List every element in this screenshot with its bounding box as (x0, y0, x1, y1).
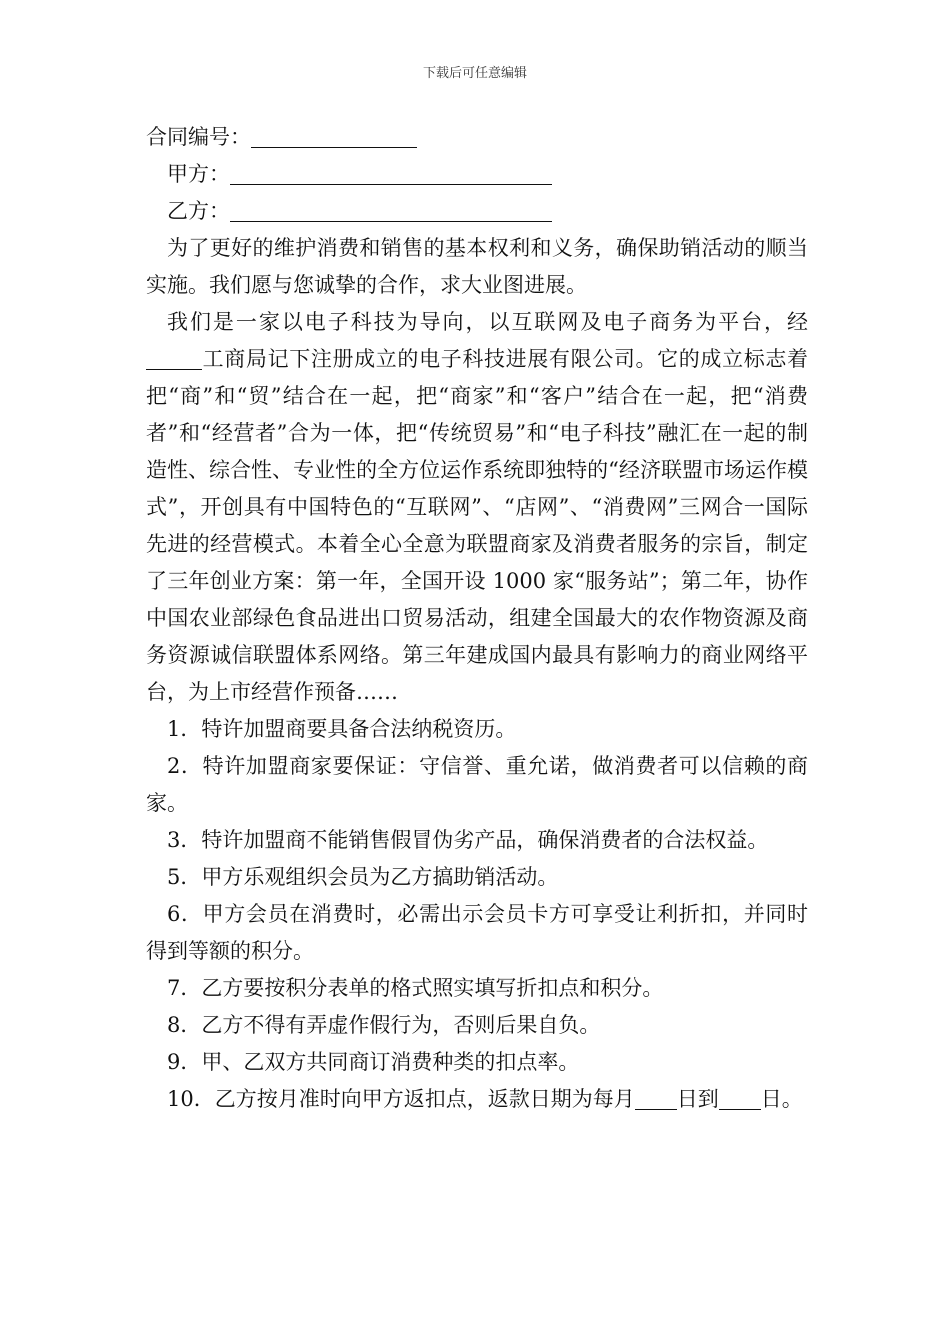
party-b-label: 乙方： (167, 199, 230, 223)
company-paragraph (146, 304, 808, 711)
clause-item: 6．甲方会员在消费时，必需出示会员卡方可享受让利折扣，并同时得到等额的积分。 (146, 902, 808, 963)
party-b-blank[interactable] (230, 197, 552, 222)
company-paragraph-start: 我们是一家以电子科技为导向，以互联网及电子商务为平台，经 (167, 310, 808, 334)
clause-item: 3．特许加盟商不能销售假冒伪劣产品，确保消费者的合法权益。 (167, 828, 769, 852)
clause-item: 2．特许加盟商家要保证：守信誉、重允诺，做消费者可以信赖的商家。 (146, 754, 808, 815)
clause-item: 1．特许加盟商要具备合法纳税资历。 (167, 717, 517, 741)
clause-10-end: 日。 (760, 1087, 803, 1111)
clause-item: 9．甲、乙双方共同商订消费种类的扣点率。 (167, 1050, 580, 1074)
clause-10-start: 10．乙方按月准时向甲方返扣点，返款日期为每月 (167, 1087, 635, 1111)
clause-item: 8．乙方不得有弄虚作假行为，否则后果自负。 (167, 1013, 601, 1037)
clause-item: 7．乙方要按积分表单的格式照实填写折扣点和积分。 (167, 976, 664, 1000)
company-paragraph-rest: 工商局记下注册成立的电子科技进展有限公司。它的成立标志着把“商”和“贸”结合在一起，把“商家”和“客户”结合在一起，把“消费者”和“经营者”合为一体，把“传统贸易”和“电子科技”融汇在一起的制造性、综合性、专业性的全方位运作系统即独特的“经济联盟市场运作模式”，开创具有中国特色的“互联网”、“店网”、“消费网”三网合一国际先进的经营模式。本着全心全意为联盟商家及消费者服务的宗旨，制定了三年创业方案：第一年，全国开设 1000 家“服务站”；第二年，协作中国农业部绿色食品进出口贸易活动，组建全国最大的农作物资源及商务资源诚信联盟体系网络。第三年建成国内最具有影响力的商业网络平台，为上市经营作预备…… (146, 347, 808, 704)
party-b-line (146, 193, 808, 230)
intro-paragraph: 为了更好的维护消费和销售的基本权利和义务，确保助销活动的顺当实施。我们愿与您诚挚的合作，求大业图进展。 (146, 236, 808, 297)
clause-item: 5．甲方乐观组织会员为乙方搞助销活动。 (167, 865, 559, 889)
party-a-line (146, 156, 808, 193)
contract-number-label: 合同编号： (146, 125, 251, 149)
registration-office-blank[interactable] (146, 347, 202, 370)
refund-start-day-blank[interactable] (635, 1087, 677, 1110)
clause-item-10 (146, 1081, 808, 1118)
contract-number-line (146, 119, 808, 156)
clause-10-middle: 日到 (676, 1087, 719, 1111)
party-a-blank[interactable] (230, 160, 552, 185)
document-body (146, 119, 808, 1118)
page-header-note: 下载后可任意编辑 (422, 66, 527, 81)
refund-end-day-blank[interactable] (719, 1087, 761, 1110)
party-a-label: 甲方： (167, 162, 230, 186)
contract-number-blank[interactable] (251, 123, 417, 148)
